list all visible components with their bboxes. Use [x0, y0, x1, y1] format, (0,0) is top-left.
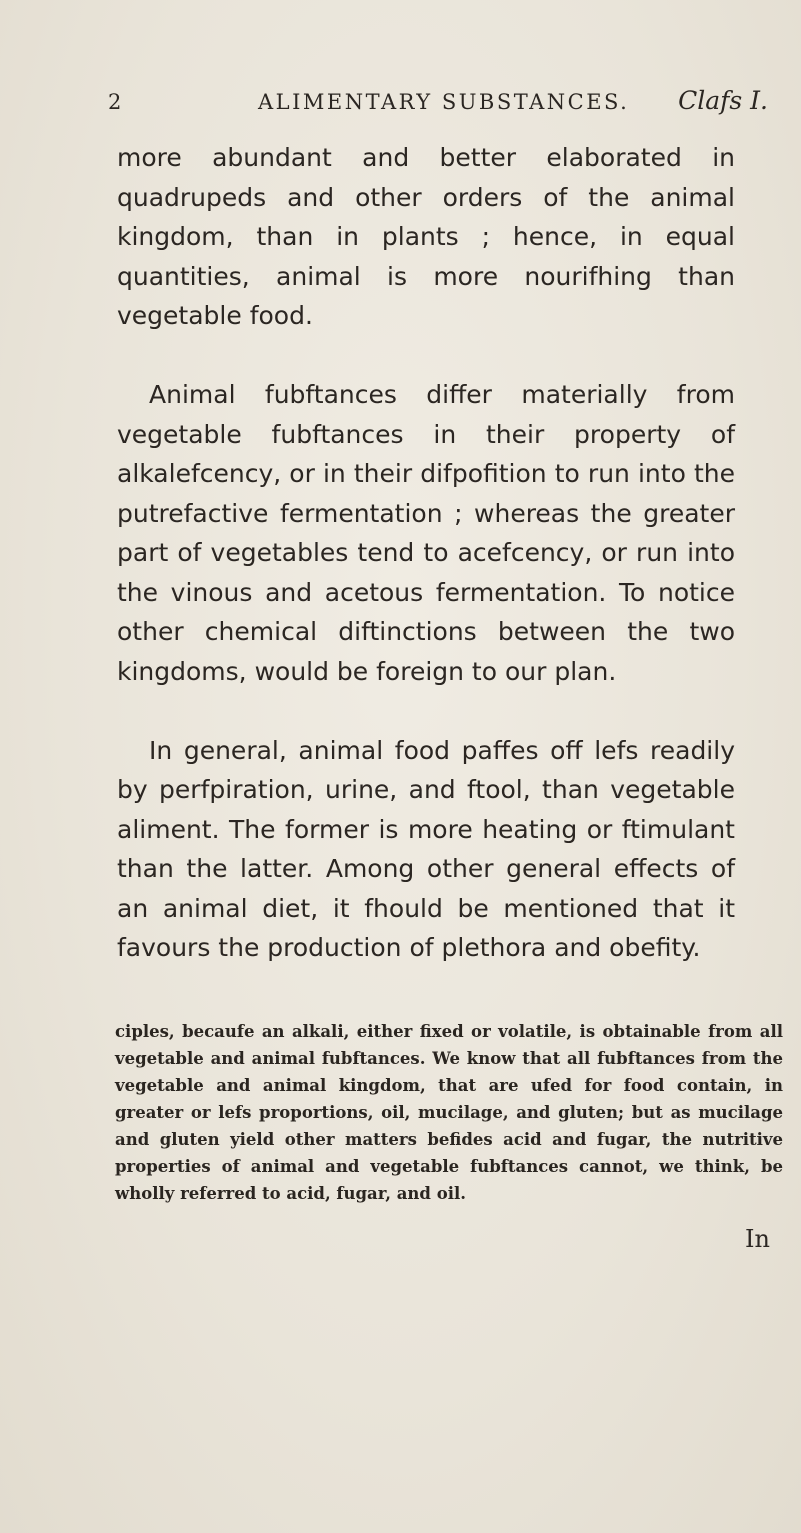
- page-number: 2: [108, 90, 124, 114]
- running-head: [108, 84, 768, 124]
- paragraph-animal-food: In general, animal food paffes off lefs readily by perfpiration, urine, and ftool, than vegetable aliment. The former is more heating or ftimulant than the latter. Among other general effects of an animal diet, it fhould be mentioned that it favours the production of plethora and obefity.: [117, 735, 735, 962]
- class-mark: Clafs I.: [678, 86, 768, 115]
- running-head-title: ALIMENTARY SUBSTANCES.: [258, 90, 630, 114]
- paragraph-continuation: more abundant and better elaborated in quadrupeds and other orders of the animal kingdom, than in plants ; hence, in equal quantities, animal is more nourifhing than vegetable food.: [117, 143, 735, 330]
- body-text: [117, 138, 735, 968]
- footnote: ciples, becaufe an alkali, either fixed or volatile, is obtainable from all vegetable and animal fubftances. We know that all fubftances from the vegetable and animal kingdom, that are ufed for food contain, in greater or lefs proportions, oil, mucilage, and gluten; but as mucilage and gluten yield other matters befides acid and fugar, the nutritive properties of animal and vegetable fubftances cannot, we think, be wholly referred to acid, fugar, and oil.: [115, 1022, 783, 1203]
- paragraph-animal-substances: Animal fubftances differ materially from vegetable fubftances in their property of alkalefcency, or in their difpofition to run into the putrefactive fermentation ; whereas the greater part of vegetables tend to acefcency, or run into the vinous and acetous fermentation. To notice other chemical diftinctions between the two kingdoms, would be foreign to our plan.: [117, 380, 735, 686]
- catchword: In: [745, 1225, 770, 1253]
